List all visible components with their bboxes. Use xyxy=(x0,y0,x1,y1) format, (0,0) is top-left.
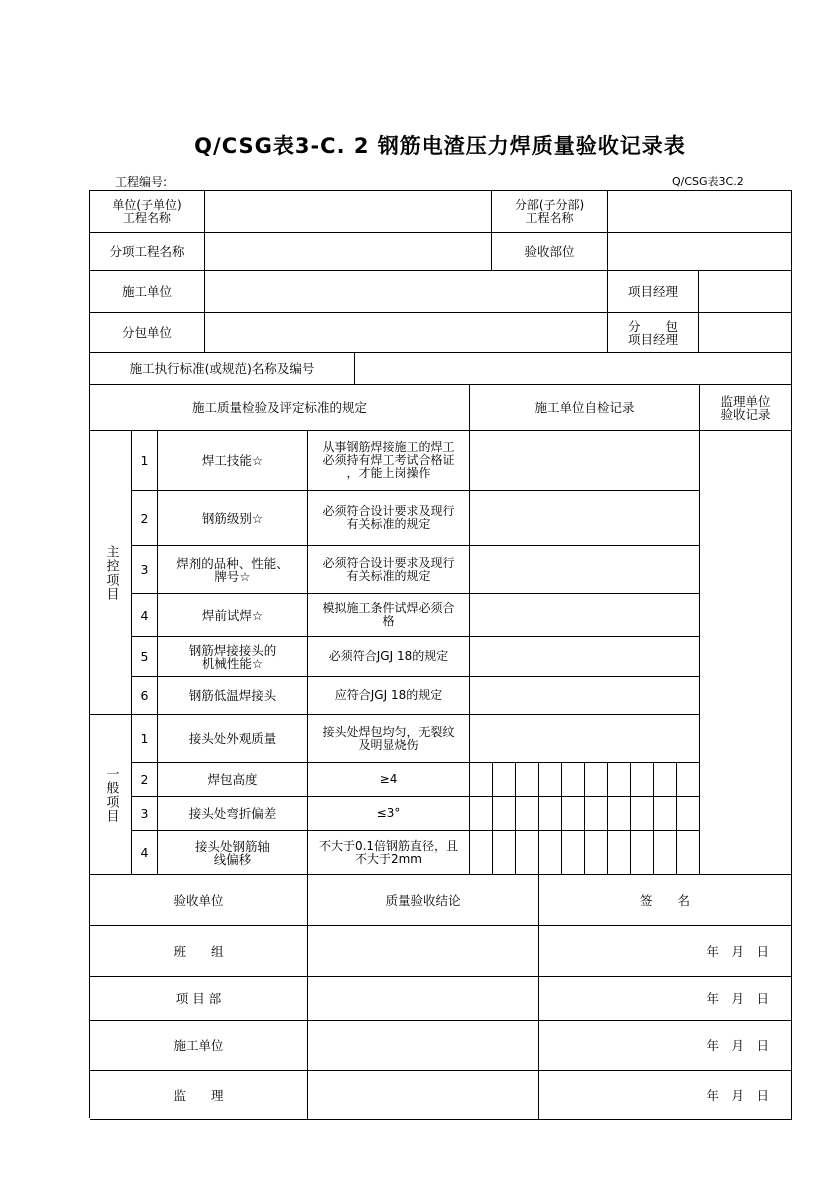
main-item-number: 1 xyxy=(132,431,158,491)
general-item-name: 接头处外观质量 xyxy=(158,715,308,763)
acceptance-unit-name: 班 组 xyxy=(90,926,308,977)
supervision-column-header: 监理单位 验收记录 xyxy=(700,385,792,431)
subcontractor-label: 分包单位 xyxy=(90,313,205,353)
main-item-number: 2 xyxy=(132,491,158,546)
measurement-cell[interactable] xyxy=(562,763,585,797)
project-number-label: 工程编号: xyxy=(115,175,168,189)
acceptance-date: 年 月 日 xyxy=(706,943,769,959)
general-item-requirement: ≤3° xyxy=(308,797,470,831)
main-item-requirement: 必须符合设计要求及现行 有关标准的规定 xyxy=(308,546,470,594)
main-item-requirement: 从事钢筋焊接施工的焊工 必须持有焊工考试合格证 ，才能上岗操作 xyxy=(308,431,470,491)
measurement-cell[interactable] xyxy=(539,797,562,831)
measurement-cell[interactable] xyxy=(631,797,654,831)
measurement-cell[interactable] xyxy=(539,763,562,797)
measurement-cell[interactable] xyxy=(516,763,539,797)
main-item-self-check[interactable] xyxy=(470,594,700,637)
acceptance-conclusion-header: 质量验收结论 xyxy=(308,875,539,926)
general-item-number: 2 xyxy=(132,763,158,797)
main-item-number: 5 xyxy=(132,637,158,677)
accept-part-label: 验收部位 xyxy=(492,233,608,271)
accept-part-value[interactable] xyxy=(608,233,792,271)
pm-label: 项目经理 xyxy=(608,271,699,313)
acceptance-conclusion[interactable] xyxy=(308,926,539,977)
unit-name-value[interactable] xyxy=(205,191,492,233)
acceptance-sign-header: 签 名 xyxy=(539,875,792,926)
standard-value[interactable] xyxy=(355,353,792,385)
acceptance-conclusion[interactable] xyxy=(308,1021,539,1071)
spec-column-header: 施工质量检验及评定标准的规定 xyxy=(90,385,470,431)
supervision-record-area[interactable] xyxy=(700,431,792,875)
main-item-number: 3 xyxy=(132,546,158,594)
measurement-cell[interactable] xyxy=(654,763,677,797)
main-item-name: 钢筋级别☆ xyxy=(158,491,308,546)
main-item-number: 6 xyxy=(132,677,158,715)
measurement-cell[interactable] xyxy=(654,797,677,831)
general-group-label xyxy=(90,715,132,875)
main-item-requirement: 必须符合JGJ 18的规定 xyxy=(308,637,470,677)
division-name-value[interactable] xyxy=(608,191,792,233)
acceptance-unit-name: 监 理 xyxy=(90,1071,308,1120)
contractor-label: 施工单位 xyxy=(90,271,205,313)
main-item-requirement: 模拟施工条件试焊必须合 格 xyxy=(308,594,470,637)
measurement-cell[interactable] xyxy=(493,763,516,797)
acceptance-signature[interactable] xyxy=(539,1021,792,1071)
general-item-requirement: 不大于0.1倍钢筋直径，且 不大于2mm xyxy=(308,831,470,875)
measurement-cell[interactable] xyxy=(608,797,631,831)
general-item-name: 焊包高度 xyxy=(158,763,308,797)
division-name-label: 分部(子分部) 工程名称 xyxy=(492,191,608,233)
main-item-self-check[interactable] xyxy=(470,491,700,546)
acceptance-signature[interactable] xyxy=(539,977,792,1021)
measurement-cell[interactable] xyxy=(539,831,562,875)
subitem-name-label: 分项工程名称 xyxy=(90,233,205,271)
general-item-requirement: 接头处焊包均匀，无裂纹 及明显烧伤 xyxy=(308,715,470,763)
main-item-number: 4 xyxy=(132,594,158,637)
sub-pm-label: 分 包 项目经理 xyxy=(608,313,699,353)
measurement-cell[interactable] xyxy=(493,831,516,875)
acceptance-conclusion[interactable] xyxy=(308,1071,539,1120)
main-item-self-check[interactable] xyxy=(470,431,700,491)
general-item-number: 1 xyxy=(132,715,158,763)
main-control-group-label xyxy=(90,431,132,715)
measurement-cell[interactable] xyxy=(562,831,585,875)
main-item-requirement: 应符合JGJ 18的规定 xyxy=(308,677,470,715)
measurement-cell[interactable] xyxy=(608,831,631,875)
main-item-requirement: 必须符合设计要求及现行 有关标准的规定 xyxy=(308,491,470,546)
measurement-cell[interactable] xyxy=(608,763,631,797)
sub-pm-value[interactable] xyxy=(699,313,792,353)
acceptance-conclusion[interactable] xyxy=(308,977,539,1021)
record-table xyxy=(89,190,792,1118)
contractor-value[interactable] xyxy=(205,271,608,313)
main-item-name: 钢筋焊接接头的 机械性能☆ xyxy=(158,637,308,677)
acceptance-unit-header: 验收单位 xyxy=(90,875,308,926)
acceptance-unit-name: 施工单位 xyxy=(90,1021,308,1071)
main-item-self-check[interactable] xyxy=(470,677,700,715)
acceptance-date: 年 月 日 xyxy=(706,1087,769,1103)
acceptance-unit-name: 项 目 部 xyxy=(90,977,308,1021)
self-check-column-header: 施工单位自检记录 xyxy=(470,385,700,431)
general-group-label-text: 一般项目 xyxy=(103,766,119,823)
measurement-cell[interactable] xyxy=(677,797,700,831)
measurement-cell[interactable] xyxy=(585,763,608,797)
measurement-cell[interactable] xyxy=(516,831,539,875)
main-control-group-label-text: 主控项目 xyxy=(103,544,119,601)
measurement-cell[interactable] xyxy=(677,763,700,797)
subitem-name-value[interactable] xyxy=(205,233,492,271)
measurement-cell[interactable] xyxy=(654,831,677,875)
pm-value[interactable] xyxy=(699,271,792,313)
measurement-cell[interactable] xyxy=(562,797,585,831)
main-item-name: 钢筋低温焊接头 xyxy=(158,677,308,715)
measurement-cell[interactable] xyxy=(470,831,493,875)
measurement-cell[interactable] xyxy=(585,831,608,875)
measurement-cell[interactable] xyxy=(516,797,539,831)
acceptance-signature[interactable] xyxy=(539,926,792,977)
general-item-name: 接头处钢筋轴 线偏移 xyxy=(158,831,308,875)
general-item-requirement: ≥4 xyxy=(308,763,470,797)
measurement-cell[interactable] xyxy=(470,763,493,797)
measurement-cell[interactable] xyxy=(631,831,654,875)
form-code: Q/CSG表3C.2 xyxy=(672,175,744,188)
main-item-name: 焊前试焊☆ xyxy=(158,594,308,637)
main-item-self-check[interactable] xyxy=(470,546,700,594)
measurement-cell[interactable] xyxy=(470,797,493,831)
acceptance-date: 年 月 日 xyxy=(706,991,769,1006)
acceptance-signature[interactable] xyxy=(539,1071,792,1120)
acceptance-date: 年 月 日 xyxy=(706,1038,769,1053)
general-item-self-check[interactable] xyxy=(470,715,700,763)
measurement-cell[interactable] xyxy=(631,763,654,797)
general-item-number: 3 xyxy=(132,797,158,831)
measurement-cell[interactable] xyxy=(585,797,608,831)
measurement-cell[interactable] xyxy=(677,831,700,875)
measurement-cell[interactable] xyxy=(493,797,516,831)
main-item-self-check[interactable] xyxy=(470,637,700,677)
subcontractor-value[interactable] xyxy=(205,313,608,353)
form-title: Q/CSG表3-C. 2 钢筋电渣压力焊质量验收记录表 xyxy=(194,134,686,158)
standard-label: 施工执行标准(或规范)名称及编号 xyxy=(90,353,355,385)
general-item-name: 接头处弯折偏差 xyxy=(158,797,308,831)
main-item-name: 焊工技能☆ xyxy=(158,431,308,491)
unit-name-label: 单位(子单位) 工程名称 xyxy=(90,191,205,233)
main-item-name: 焊剂的品种、性能、 牌号☆ xyxy=(158,546,308,594)
general-item-number: 4 xyxy=(132,831,158,875)
